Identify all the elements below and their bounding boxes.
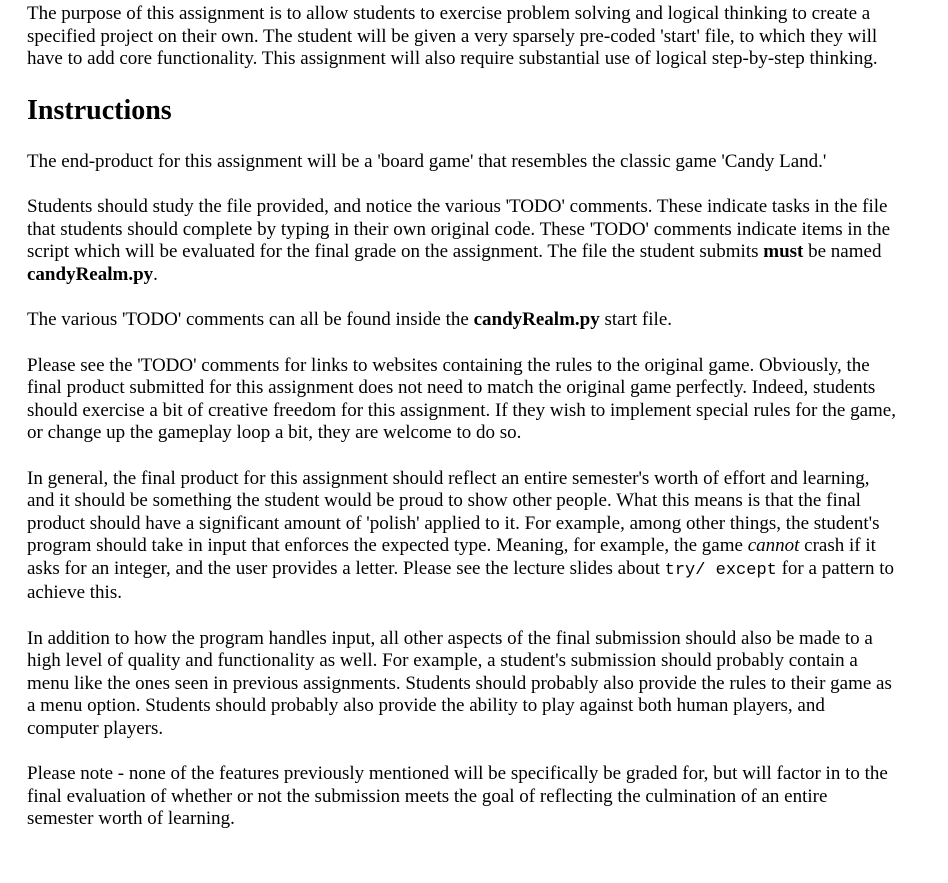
start-file-text-b: start file. — [599, 309, 672, 330]
filename-bold: candyRealm.py — [27, 263, 154, 285]
todo-text-a: Students should study the file provided, and notice the various 'TODO' comments. These indicate tasks in the file that students should complete by typing in their own original code. These 'TODO' comments indicate items in the script which will be evaluated for the final grade on the assignment. The file the student submits — [27, 196, 891, 262]
must-emphasis: must — [763, 241, 804, 262]
polish-text-b: crash if it asks for an integer, and the user provides a letter. Please see the lecture slides about — [27, 535, 876, 579]
todo-text-b: be named — [803, 241, 882, 262]
endproduct-paragraph: The end-product for this assignment will be a 'board game' that resembles the classic game 'Candy Land.' — [27, 150, 827, 172]
start-file-text-a: The various 'TODO' comments can all be found inside the — [27, 309, 474, 330]
intro-paragraph: The purpose of this assignment is to allow students to exercise problem solving and logical thinking to create a specified project on their own. The student will be given a very sparsely pre-coded 'start' file, to which they will have to add core functionality. This assignment will also require substantial use of logical step-by-step thinking. — [27, 3, 878, 69]
start-file-paragraph — [27, 309, 897, 332]
instructions-heading: Instructions — [27, 94, 172, 126]
rules-paragraph: Please see the 'TODO' comments for links to websites containing the rules to the original game. Obviously, the final product submitted for this assignment does not need to match the original game perfectly. Indeed, students should exercise a bit of creative freedom for this assignment. If they wish to implement special rules for the game, or change up the gameplay loop a bit, they are welcome to do so. — [27, 354, 896, 443]
polish-text-a: In general, the final product for this assignment should reflect an entire semester's worth of effort and learning, and it should be something the student would be proud to show other people. What this means is that the final product should have a significant amount of 'polish' applied to it. For example, among other things, the student's program should take in input that enforces the expected type. Meaning, for example, the game — [27, 467, 880, 556]
try-except-code: try/ except — [664, 560, 777, 580]
todo-paragraph — [27, 196, 897, 286]
polish-text-c: for a pattern to achieve this. — [27, 557, 894, 603]
start-filename-bold: candyRealm.py — [473, 309, 600, 330]
polish-paragraph — [27, 468, 897, 605]
todo-text-c: . — [153, 263, 158, 285]
note-paragraph: Please note - none of the features previously mentioned will be specifically be graded for, but will factor in to the final evaluation of whether or not the submission meets the goal of reflecting the culmination of an entire semester worth of learning. — [27, 763, 888, 829]
cannot-emphasis: cannot — [747, 535, 800, 556]
quality-paragraph: In addition to how the program handles input, all other aspects of the final submission should also be made to a high level of quality and functionality as well. For example, a student's submission should probably contain a menu like the ones seen in previous assignments. Students should probably also provide the rules to their game as a menu option. Students should probably also provide the ability to play against both human players, and computer players. — [27, 627, 892, 739]
